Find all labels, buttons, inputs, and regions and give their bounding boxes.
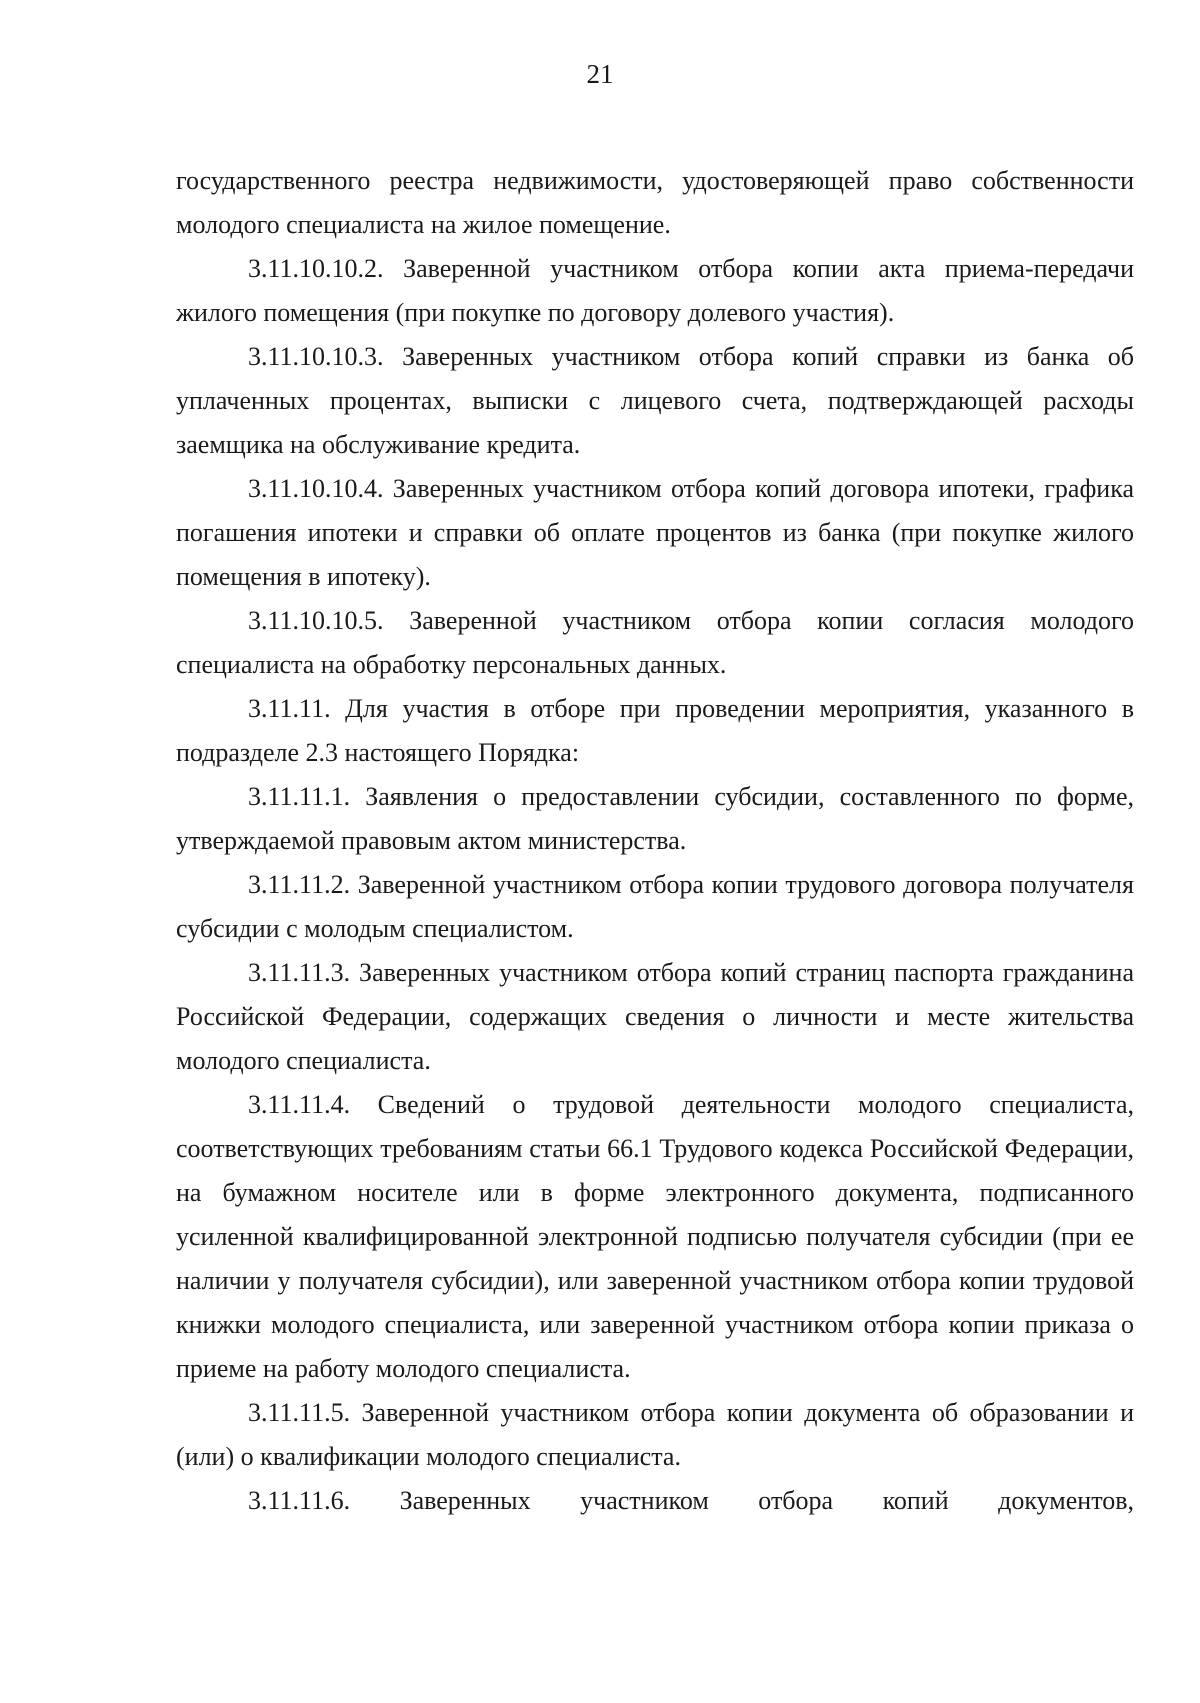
- paragraph-3-11-11-1: 3.11.11.1. Заявления о предоставлении субсидии, составленного по форме, утверждаемой правовым актом министерства.: [176, 782, 1134, 855]
- paragraph-3-11-11: 3.11.11. Для участия в отборе при проведении мероприятия, указанного в подразделе 2.3 настоящего Порядка:: [176, 694, 1134, 767]
- paragraph-3-11-11-4: 3.11.11.4. Сведений о трудовой деятельности молодого специалиста, соответствующих требованиям статьи 66.1 Трудового кодекса Российской Федерации, на бумажном носителе или в форме электронного документа, подписанного усиленной квалифицированной электронной подписью получателя субсидии (при ее наличии у получателя субсидии), или заверенной участником отбора копии трудовой книжки молодого специалиста, или заверенной участником отбора копии приказа о приеме на работу молодого специалиста.: [176, 1090, 1134, 1383]
- paragraph-3-11-11-2: 3.11.11.2. Заверенной участником отбора копии трудового договора получателя субсидии с молодым специалистом.: [176, 870, 1134, 943]
- paragraph-3-11-10-10-4: 3.11.10.10.4. Заверенных участником отбора копий договора ипотеки, графика погашения ипотеки и справки об оплате процентов из банка (при покупке жилого помещения в ипотеку).: [176, 474, 1134, 591]
- paragraph-3-11-11-5: 3.11.11.5. Заверенной участником отбора копии документа об образовании и (или) о квалификации молодого специалиста.: [176, 1398, 1134, 1471]
- page-number: 21: [586, 59, 614, 89]
- paragraph-0: государственного реестра недвижимости, удостоверяющей право собственности молодого специалиста на жилое помещение.: [176, 166, 1134, 239]
- document-body: [176, 159, 1134, 1523]
- paragraph-3-11-11-3: 3.11.11.3. Заверенных участником отбора копий страниц паспорта гражданина Российской Федерации, содержащих сведения о личности и месте жительства молодого специалиста.: [176, 958, 1134, 1075]
- paragraph-3-11-10-10-2: 3.11.10.10.2. Заверенной участником отбора копии акта приема-передачи жилого помещения (при покупке по договору долевого участия).: [176, 254, 1134, 327]
- paragraph-3-11-10-10-3: 3.11.10.10.3. Заверенных участником отбора копий справки из банка об уплаченных процентах, выписки с лицевого счета, подтверждающей расходы заемщика на обслуживание кредита.: [176, 342, 1134, 459]
- paragraph-3-11-11-6: 3.11.11.6. Заверенных участником отбора копий документов,: [248, 1486, 1134, 1515]
- paragraph-3-11-10-10-5: 3.11.10.10.5. Заверенной участником отбора копии согласия молодого специалиста на обработку персональных данных.: [176, 606, 1134, 679]
